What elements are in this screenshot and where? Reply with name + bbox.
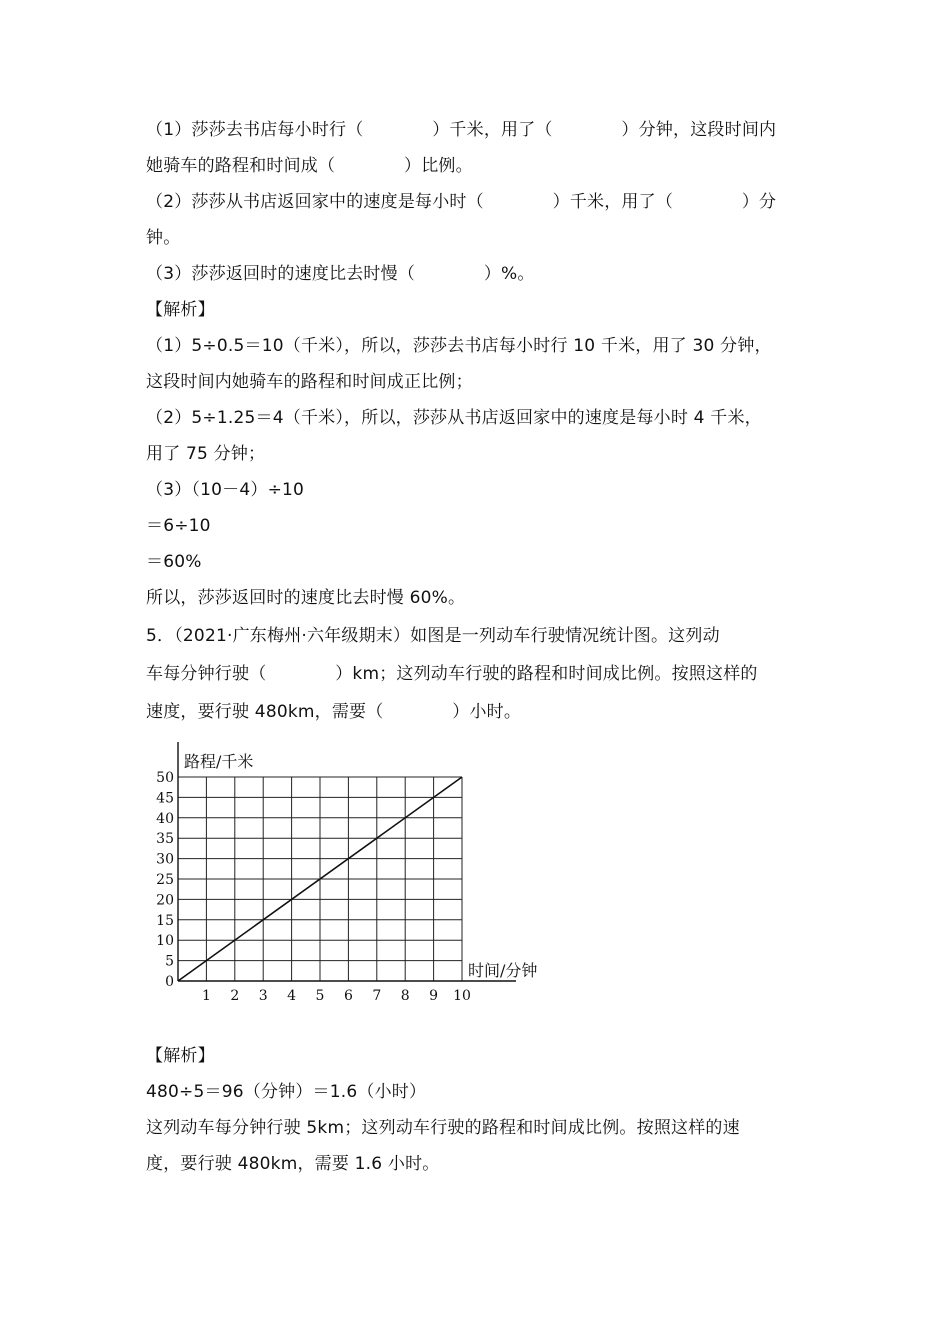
x-tick-label: 8 — [400, 988, 410, 1004]
question-part-1-line-1: （1）莎莎去书店每小时行（ ）千米，用了（ ）分钟，这段时间内 — [146, 120, 777, 140]
y-tick-label: 5 — [165, 953, 174, 970]
x-tick-label: 3 — [258, 988, 268, 1004]
y-tick-label: 40 — [156, 810, 174, 827]
y-tick-label: 35 — [156, 831, 174, 848]
analysis-2-line-2: 用了 75 分钟； — [146, 444, 266, 464]
x-tick-label: 1 — [201, 988, 211, 1004]
question-part-2-line-1: （2）莎莎从书店返回家中的速度是每小时（ ）千米，用了（ ）分 — [146, 192, 777, 212]
y-tick-label: 30 — [156, 851, 174, 868]
analysis-heading-1: 【解析】 — [146, 300, 215, 320]
analysis-3-conclusion: 所以，莎莎返回时的速度比去时慢 60%。 — [146, 588, 466, 608]
question-5-line-2: 车每分钟行驶（ ）km；这列动车行驶的路程和时间成比例。按照这样的 — [146, 664, 758, 684]
x-tick-label: 4 — [287, 988, 297, 1004]
train-distance-time-chart — [140, 738, 550, 1010]
x-tick-label: 9 — [429, 988, 439, 1004]
y-tick-label: 0 — [165, 974, 174, 990]
analysis-5-line-2: 这列动车每分钟行驶 5km；这列动车行驶的路程和时间成比例。按照这样的速 — [146, 1118, 740, 1138]
question-part-1-line-2: 她骑车的路程和时间成（ ）比例。 — [146, 156, 473, 176]
analysis-5-line-1: 480÷5＝96（分钟）＝1.6（小时） — [146, 1082, 427, 1102]
question-5-line-3: 速度，要行驶 480km，需要（ ）小时。 — [146, 702, 522, 722]
y-tick-label: 25 — [156, 872, 174, 888]
y-tick-label: 45 — [156, 790, 174, 807]
question-part-2-line-2: 钟。 — [146, 228, 181, 248]
x-tick-label: 2 — [230, 988, 240, 1004]
x-tick-label: 7 — [372, 988, 382, 1004]
analysis-3-line-3: ＝60% — [146, 552, 202, 572]
analysis-3-line-1: （3）（10－4）÷10 — [146, 480, 305, 500]
y-tick-label: 10 — [156, 933, 174, 950]
y-axis-label: 路程/千米 — [184, 752, 254, 771]
x-tick-label: 5 — [315, 988, 325, 1004]
x-axis-label: 时间/分钟 — [468, 961, 538, 980]
analysis-2-line-1: （2）5÷1.25＝4（千米），所以，莎莎从书店返回家中的速度是每小时 4 千米， — [146, 408, 762, 428]
x-tick-label: 6 — [343, 988, 353, 1004]
question-part-3: （3）莎莎返回时的速度比去时慢（ ）%。 — [146, 264, 535, 284]
analysis-1-line-1: （1）5÷0.5＝10（千米），所以，莎莎去书店每小时行 10 千米，用了 30 分钟， — [146, 336, 772, 356]
analysis-1-line-2: 这段时间内她骑车的路程和时间成正比例； — [146, 372, 473, 392]
analysis-heading-2: 【解析】 — [146, 1046, 215, 1066]
y-tick-label: 20 — [156, 892, 174, 909]
question-5-line-1: 5．（2021·广东梅州·六年级期末）如图是一列动车行驶情况统计图。这列动 — [146, 626, 720, 646]
y-tick-label: 15 — [156, 912, 174, 929]
y-tick-label: 50 — [156, 770, 174, 786]
x-tick-label: 10 — [453, 988, 471, 1004]
analysis-5-line-3: 度，要行驶 480km，需要 1.6 小时。 — [146, 1154, 440, 1174]
analysis-3-line-2: ＝6÷10 — [146, 516, 211, 536]
